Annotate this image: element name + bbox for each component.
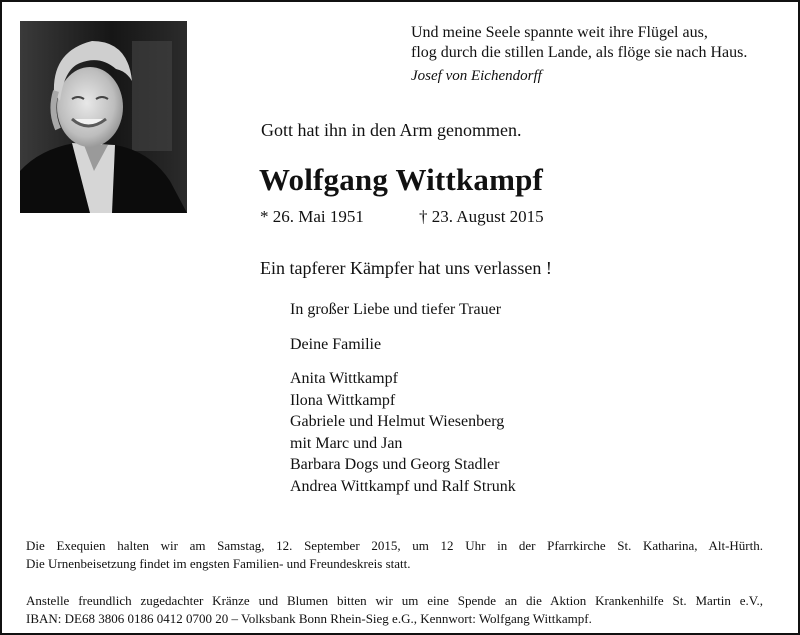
family-member: Anita Wittkampf (290, 370, 398, 387)
donation-info-line: Anstelle freundlich zugedachter Kränze und Blumen bitten wir um eine Spende an die Aktion Krankenhilfe St. Martin e.V., (26, 593, 763, 608)
family-members-list (290, 368, 516, 498)
donation-info-line: IBAN: DE68 3806 0186 0412 0700 20 – Volksbank Bonn Rhein-Sieg e.G., Kennwort: Wolfgang Wittkampf. (26, 611, 592, 626)
poem-line: Und meine Seele spannte weit ihre Flügel aus, (411, 24, 708, 41)
death-date: † 23. August 2015 (419, 207, 544, 226)
donation-info (26, 592, 763, 628)
deceased-name: Wolfgang Wittkampf (259, 162, 544, 197)
service-info-line: Die Exequien halten wir am Samstag, 12. September 2015, um 12 Uhr in der Pfarrkirche St. Katharina, Alt-Hürth. (26, 538, 763, 553)
service-info (26, 537, 763, 573)
family-member: mit Marc und Jan (290, 434, 403, 452)
family-heading: Deine Familie (290, 336, 382, 353)
poem-author: Josef von Eichendorff (411, 68, 542, 84)
poem-quote (411, 23, 791, 86)
opening-line: Gott hat ihn in den Arm genommen. (261, 120, 522, 140)
poem-line: flog durch die stillen Lande, als flöge sie nach Haus. (411, 44, 748, 61)
family-member: Ilona Wittkampf (290, 391, 396, 409)
portrait-photo (20, 21, 187, 213)
birth-date: * 26. Mai 1951 (260, 207, 364, 226)
family-member: Andrea Wittkampf und Ralf Strunk (290, 477, 516, 495)
tagline: Ein tapferer Kämpfer hat uns verlassen ! (260, 258, 552, 278)
family-member: Barbara Dogs und Georg Stadler (290, 456, 500, 474)
family-member: Gabriele und Helmut Wiesenberg (290, 413, 505, 431)
service-info-line: Die Urnenbeisetzung findet im engsten Familien- und Freundeskreis statt. (26, 556, 411, 571)
mourning-line: In großer Liebe und tiefer Trauer (290, 301, 502, 318)
